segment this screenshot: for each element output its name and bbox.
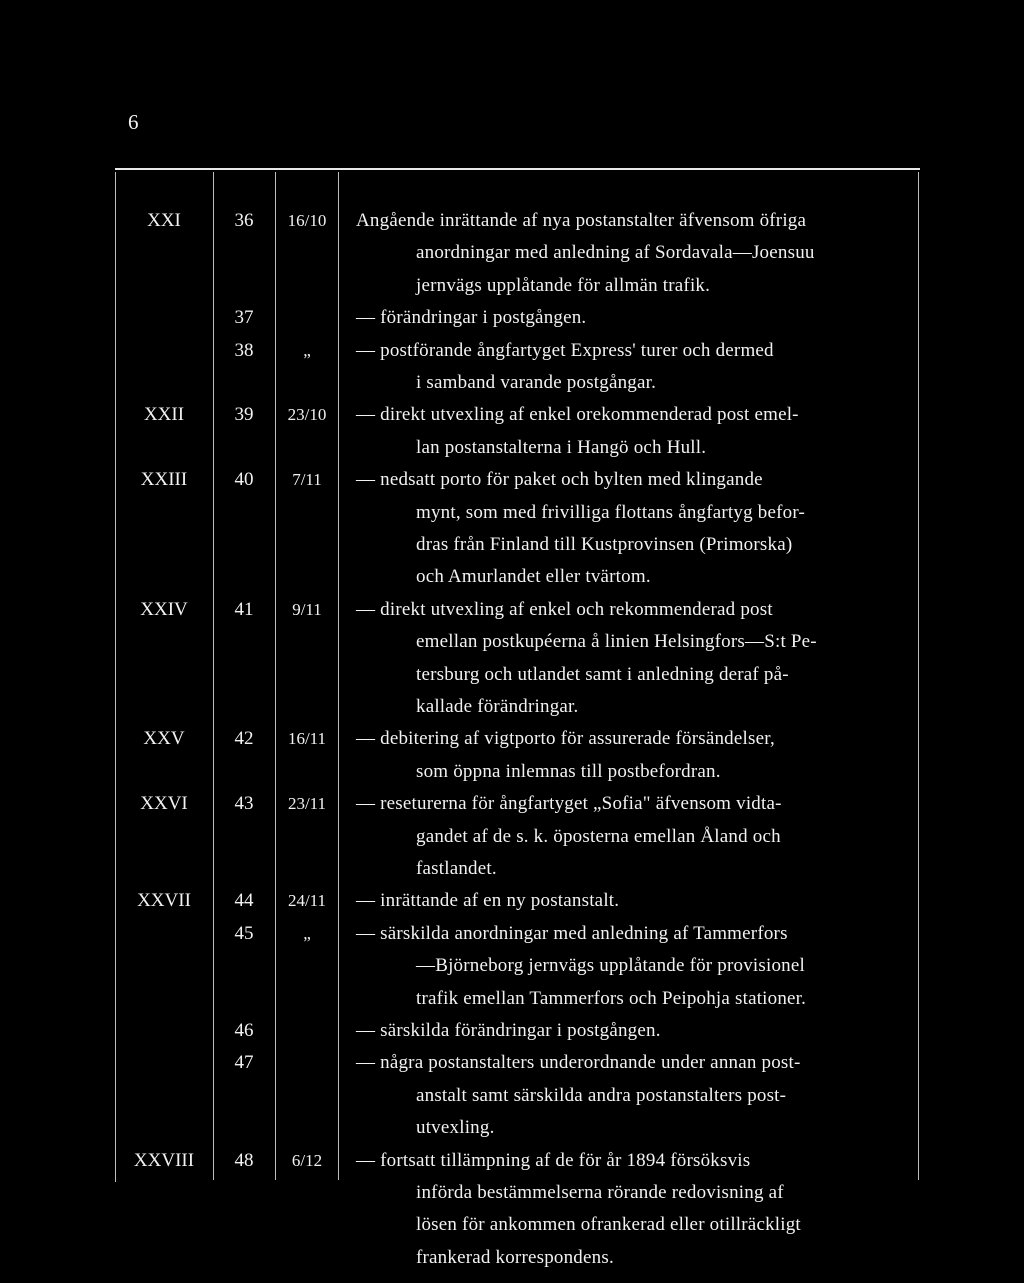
circular-date: „	[303, 340, 311, 360]
circular-number: 42	[234, 728, 254, 750]
entry-line: — direkt utvexling af enkel och rekommenderad post	[356, 598, 773, 620]
circular-number: 48	[234, 1149, 254, 1171]
table-row	[0, 1047, 1024, 1144]
section-numeral: XXII	[143, 404, 185, 426]
entry-text	[356, 918, 908, 1015]
entry-text	[356, 335, 908, 400]
entry-line: — förändringar i postgången.	[356, 307, 587, 329]
table-row	[0, 205, 1024, 302]
entry-line: jernvägs upplåtande för allmän trafik.	[416, 274, 711, 296]
table-row	[0, 723, 1024, 788]
circular-number: 45	[234, 922, 254, 944]
section-numeral: XXIV	[140, 598, 188, 620]
entry-text	[356, 464, 908, 594]
entry-line: lan postanstalterna i Hangö och Hull.	[416, 436, 707, 458]
entry-line: — inrättande af en ny postanstalt.	[356, 890, 620, 912]
table-row	[0, 1015, 1024, 1047]
entry-line: Angående inrättande af nya postanstalter äfvensom öfriga	[356, 210, 807, 231]
entry-line: — särskilda förändringar i postgången.	[356, 1020, 661, 1041]
circular-number: 44	[234, 890, 254, 912]
table-row	[0, 885, 1024, 917]
entry-line: anordningar med anledning af Sordavala—Joensuu	[416, 242, 815, 264]
entry-line: emellan postkupéerna å linien Helsingfors—S:t Pe-	[416, 631, 817, 653]
entry-line: anstalt samt särskilda andra postanstalters post-	[416, 1084, 787, 1106]
entry-line: frankerad korrespondens.	[416, 1246, 614, 1268]
section-numeral: XXV	[143, 728, 185, 750]
entry-line: dras från Finland till Kustprovinsen (Primorska)	[416, 534, 793, 555]
table-row	[0, 594, 1024, 724]
circular-date: „	[303, 923, 311, 943]
circular-date: 6/12	[291, 1150, 323, 1170]
circular-number: 40	[234, 469, 254, 491]
entry-line: —Björneborg jernvägs upplåtande för provisionel	[416, 955, 805, 977]
table-row	[0, 788, 1024, 885]
section-numeral: XXVII	[137, 890, 191, 912]
entry-line: i samband varande postgångar.	[416, 372, 657, 393]
page-number: 6	[128, 110, 139, 134]
circular-number: 41	[234, 598, 254, 620]
entry-text	[356, 1047, 908, 1144]
entry-line: — några postanstalters underordnande under annan post-	[356, 1052, 801, 1074]
table-row	[0, 335, 1024, 400]
entry-line: som öppna inlemnas till postbefordran.	[416, 760, 721, 782]
circular-date: 9/11	[292, 599, 322, 619]
entry-text	[356, 788, 908, 885]
circular-number: 37	[234, 307, 254, 329]
entry-line: — särskilda anordningar med anledning af Tammerfors	[356, 922, 788, 944]
entry-text	[356, 399, 908, 464]
table-row	[0, 399, 1024, 464]
entry-line: och Amurlandet eller tvärtom.	[416, 566, 651, 588]
table-row	[0, 1145, 1024, 1275]
entry-line: trafik emellan Tammerfors och Peipohja stationer.	[416, 987, 807, 1009]
entry-line: fastlandet.	[416, 858, 497, 879]
table-row	[0, 918, 1024, 1015]
circular-date: 23/11	[287, 794, 327, 814]
entry-line: mynt, som med frivilliga flottans ångfartyg befor-	[416, 501, 805, 523]
table-row	[0, 464, 1024, 594]
section-numeral: XXVI	[140, 793, 188, 815]
entry-text	[356, 302, 908, 334]
circular-date: 23/10	[287, 405, 327, 425]
entry-text	[356, 1015, 908, 1047]
circular-number: 36	[234, 210, 254, 231]
circular-date: 16/11	[287, 729, 327, 749]
circular-date: 16/10	[287, 211, 327, 230]
circular-number: 46	[234, 1020, 254, 1041]
circular-number: 43	[234, 793, 254, 815]
entry-text	[356, 594, 908, 724]
entry-line: — nedsatt porto för paket och bylten med klingande	[356, 469, 763, 491]
circular-number: 38	[234, 339, 254, 361]
entry-line: kallade förändringar.	[416, 696, 579, 718]
entry-line: — debitering af vigtporto för assurerade försändelser,	[356, 728, 775, 750]
circular-number: 47	[234, 1052, 254, 1074]
circular-date: 24/11	[287, 891, 327, 911]
table-row	[0, 302, 1024, 334]
entry-line: — direkt utvexling af enkel orekommenderad post emel-	[356, 404, 799, 426]
entry-text	[356, 885, 908, 917]
circular-number: 39	[234, 404, 254, 426]
section-numeral: XXVIII	[133, 1149, 195, 1171]
entry-line: utvexling.	[416, 1117, 495, 1139]
entry-text	[356, 723, 908, 788]
entry-line: — reseturerna för ångfartyget „Sofia" äfvensom vidta-	[356, 793, 782, 815]
entry-text	[356, 1145, 908, 1275]
section-numeral: XXIII	[140, 469, 188, 491]
entry-line: införda bestämmelserna rörande redovisning af	[416, 1182, 784, 1203]
entry-text	[356, 205, 908, 302]
entry-line: — fortsatt tillämpning af de för år 1894 försöksvis	[356, 1149, 751, 1171]
entry-line: tersburg och utlandet samt i anledning deraf på-	[416, 663, 789, 685]
entry-line: — postförande ångfartyget Express' turer och dermed	[356, 339, 774, 361]
entry-line: lösen för ankommen ofrankerad eller otillräckligt	[416, 1214, 801, 1236]
entry-line: gandet af de s. k. öposterna emellan Åland och	[416, 825, 781, 847]
section-numeral: XXI	[147, 210, 181, 231]
circular-date: 7/11	[292, 470, 322, 490]
